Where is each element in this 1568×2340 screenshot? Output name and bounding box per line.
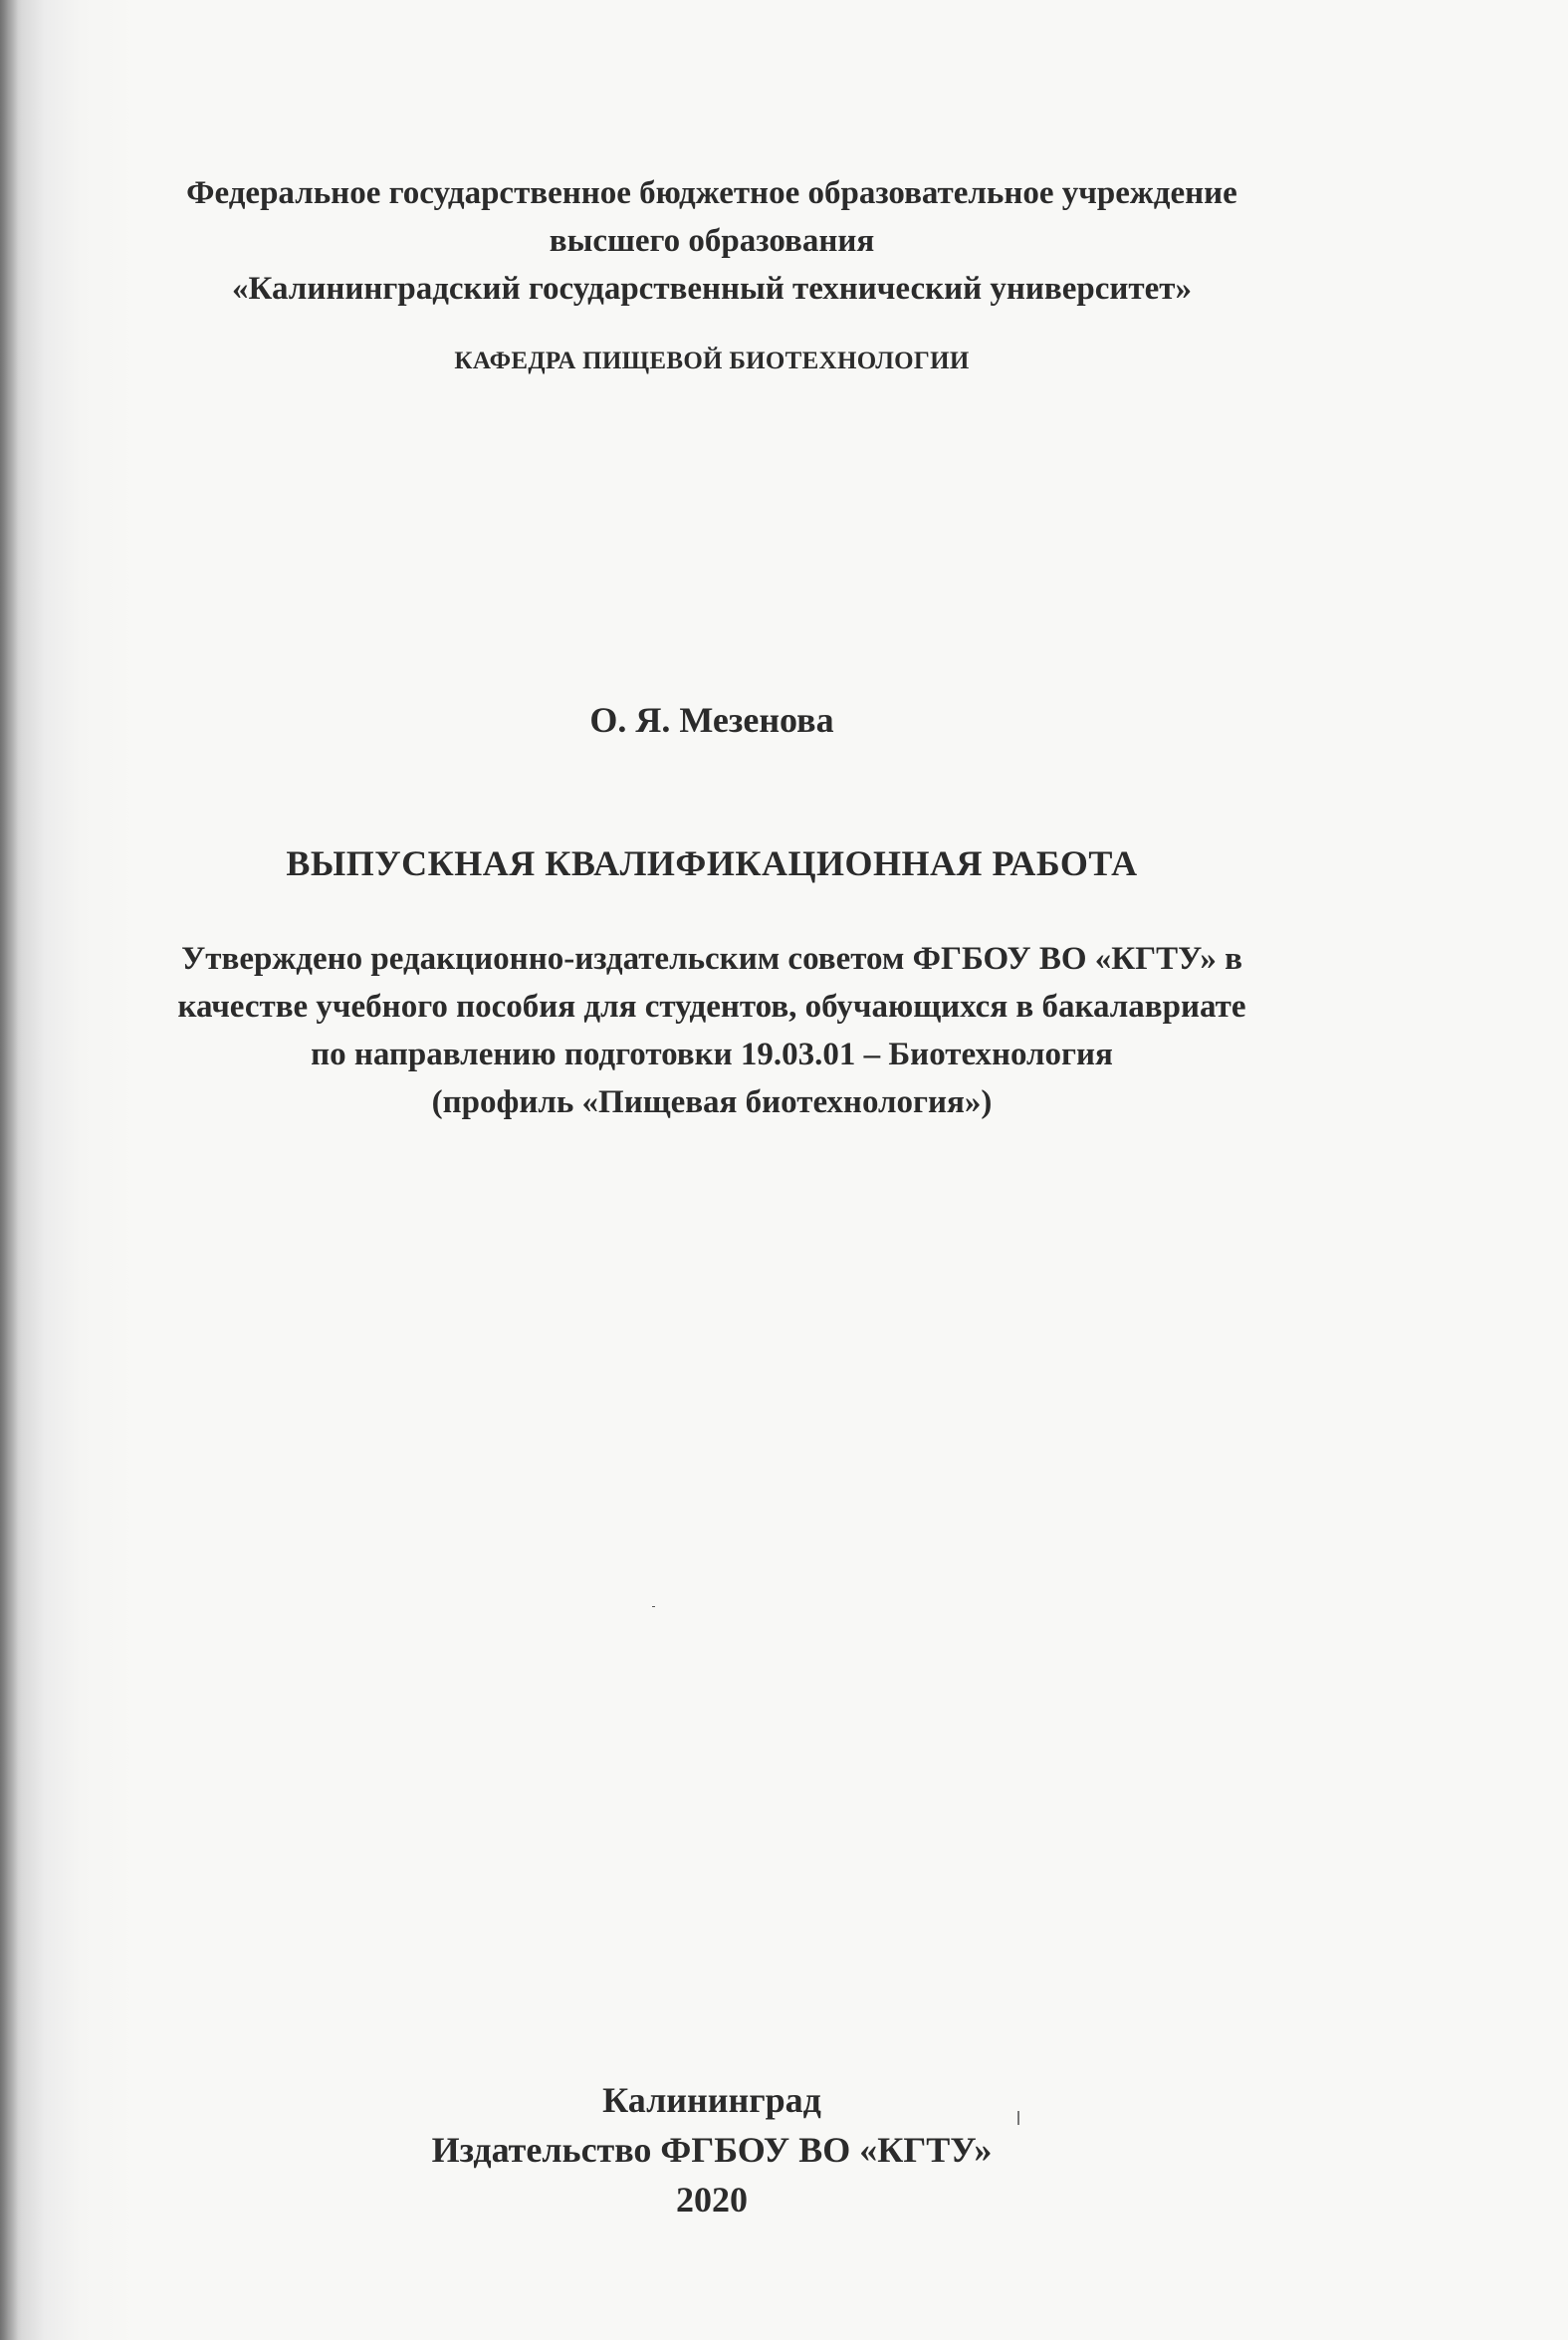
department-name: КАФЕДРА ПИЩЕВОЙ БИОТЕХНОЛОГИИ <box>454 348 970 374</box>
imprint-publisher: Издательство ФГБОУ ВО «КГТУ» <box>431 2130 993 2170</box>
approval-line-1: Утверждено редакционно-издательским советом ФГБОУ ВО «КГТУ» в <box>181 941 1242 977</box>
scan-speck <box>652 1606 655 1607</box>
institution-line-2: высшего образования <box>549 223 875 259</box>
imprint-city: Калининград <box>602 2080 821 2120</box>
imprint-year: 2020 <box>676 2180 748 2220</box>
scan-speck <box>1017 2111 1019 2125</box>
approval-line-2: качестве учебного пособия для студентов, обучающихся в бакалавриате <box>177 989 1246 1025</box>
institution-line-3: «Калининградский государственный технический университет» <box>232 271 1192 307</box>
document-title: ВЫПУСКНАЯ КВАЛИФИКАЦИОННАЯ РАБОТА <box>286 843 1138 883</box>
approval-line-3: по направлению подготовки 19.03.01 – Биотехнология <box>311 1037 1113 1072</box>
approval-line-4: (профиль «Пищевая биотехнология») <box>431 1084 993 1120</box>
institution-line-1: Федеральное государственное бюджетное образовательное учреждение <box>186 175 1237 211</box>
author-name: О. Я. Мезенова <box>589 700 834 740</box>
